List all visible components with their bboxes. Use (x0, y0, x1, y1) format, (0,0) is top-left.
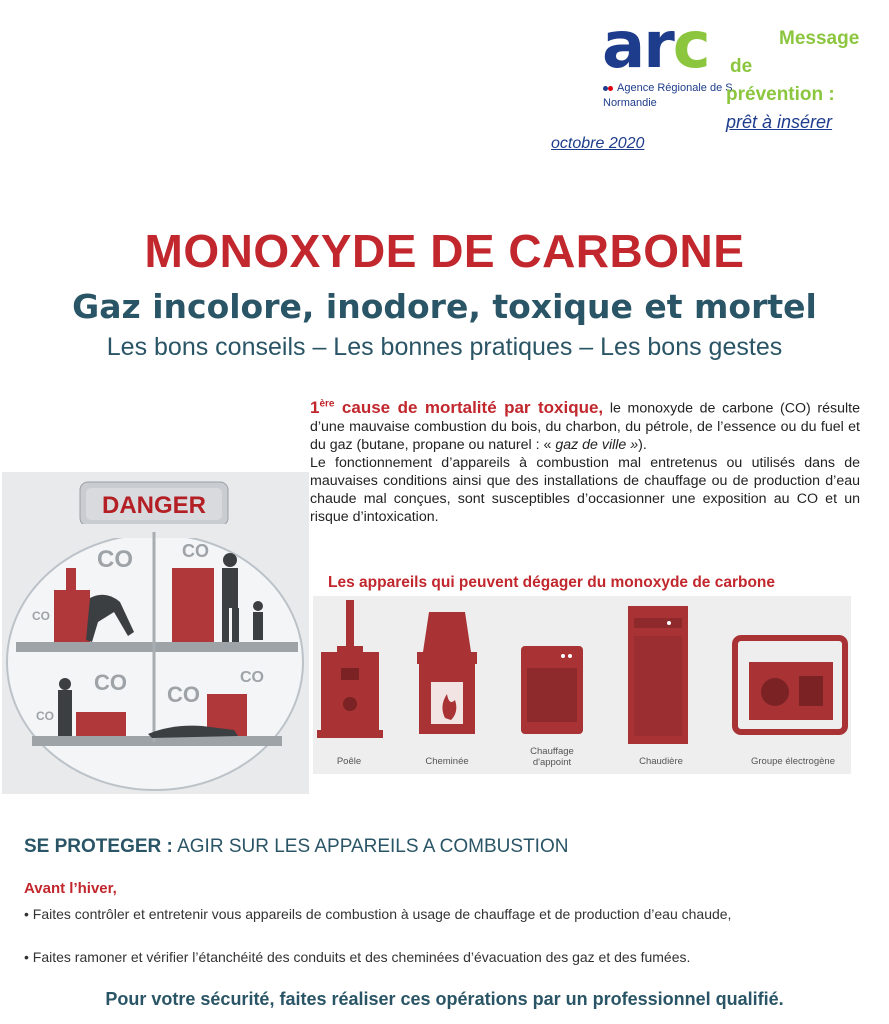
protect-heading: SE PROTEGER : AGIR SUR LES APPAREILS A COMBUSTION (24, 836, 569, 857)
appliances-panel (313, 596, 851, 774)
appliance-label-fireplace: Cheminée (425, 756, 469, 767)
before-winter-heading: Avant l’hiver, (24, 880, 117, 897)
logo-agency-line (603, 82, 733, 94)
ready-to-insert: prêt à insérer (726, 112, 833, 132)
danger-jar-illustration (2, 472, 309, 794)
generator-icon (735, 638, 845, 732)
logo-agency: Agence Régionale de S (617, 82, 733, 94)
logo-c: c (672, 9, 709, 83)
bullet-icon: • (24, 949, 29, 965)
co-label-1: CO (97, 546, 133, 573)
page-subtitle: Gaz incolore, inodore, toxique et mortel (72, 287, 817, 326)
logo-text: ar (602, 9, 673, 83)
logo-region: Normandie (603, 97, 657, 109)
fireplace-icon (417, 612, 477, 734)
message-prevention: prévention : (726, 84, 835, 105)
co-label-6: CO (240, 669, 264, 686)
appliance-label-generator: Groupe électrogène (751, 756, 835, 767)
space-heater-icon (521, 646, 583, 734)
message-label: Message (779, 28, 860, 49)
appliance-label-stove: Poêle (336, 756, 362, 767)
co-label-3: CO (32, 609, 50, 623)
document-date: octobre 2020 (551, 135, 645, 152)
co-label-5: CO (167, 682, 200, 707)
intro-p2: Le fonctionnement d’appareils à combustion mal entretenus ou utilisés dans de mauvaises conditions ainsi que des installations de chauffage ou de production d’eau chaude mal conçues, sont susceptibles d’occasionner une exposition au CO et un risque d’intoxication. (310, 454, 860, 525)
list-item: • Faites ramoner et vérifier l’étanchéité des conduits et des cheminées d’évacuation des gaz et des fumées. (24, 949, 691, 965)
co-label-7: CO (36, 709, 54, 723)
appliances-title: Les appareils qui peuvent dégager du monoxyde de carbone (328, 574, 776, 591)
page-title: MONOXYDE DE CARBONE (144, 225, 745, 277)
intro-lead: 1ère cause de mortalité par toxique, (310, 397, 604, 417)
page-tagline: Les bons conseils – Les bonnes pratiques – Les bons gestes (106, 333, 783, 361)
boiler-icon (628, 606, 688, 744)
appliance-label-heater: Chauffage d'appoint (530, 746, 574, 768)
closing-statement: Pour votre sécurité, faites réaliser ces opérations par un professionnel qualifié. (105, 989, 784, 1009)
intro-paragraph: 1ère cause de mortalité par toxique, le monoxyde de carbone (CO) résulte d’une mauvaise combustion du bois, du charbon, du pétrole, de l’essence ou du fuel et du gaz (butane, propane ou naturel : « gaz de ville »). Le fonctionnement d’appareils à combustion mal entretenus ou utilisés dans de mauvaises conditions ainsi que des installations de chauffage ou de production d’eau chaude mal conçues, sont susceptibles d’occasionner une exposition au CO et un risque d’intoxication. (310, 397, 861, 525)
ars-logo (602, 9, 709, 83)
appliance-label-boiler: Chaudière (639, 756, 683, 767)
co-label-4: CO (94, 670, 127, 695)
co-label-2: CO (182, 541, 209, 561)
danger-label: DANGER (101, 492, 207, 519)
stove-icon (317, 600, 383, 738)
bullet-icon: • (24, 906, 29, 922)
flag-icon (603, 86, 613, 91)
message-de: de (730, 56, 753, 77)
list-item: • Faites contrôler et entretenir vous appareils de combustion à usage de chauffage et de production d’eau chaude, (24, 906, 732, 922)
